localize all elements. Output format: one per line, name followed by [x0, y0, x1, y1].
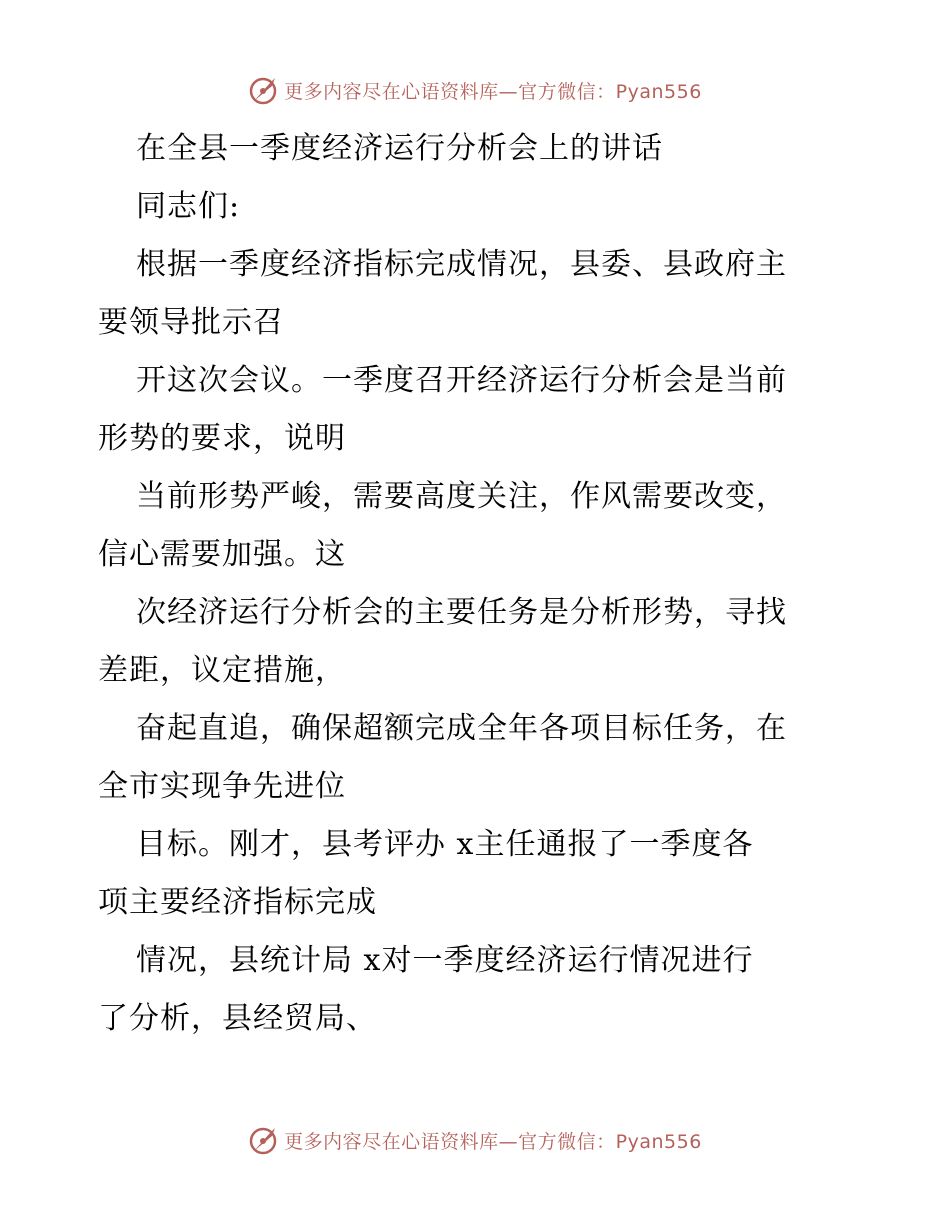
watermark-text: 更多内容尽在心语资料库—官方微信：Pyan556 — [284, 1130, 702, 1153]
paragraph-line: 根据一季度经济指标完成情况，县委、县政府主 — [136, 247, 787, 282]
document-title: 在全县一季度经济运行分析会上的讲话 — [136, 131, 663, 166]
paragraph-line: 奋起直追，确保超额完成全年各项目标任务，在 — [136, 711, 787, 746]
quill-logo-icon — [248, 74, 280, 106]
paragraph-line: 形势的要求，说明 — [98, 421, 346, 456]
paragraph-line: 情况，县统计局 x对一季度经济运行情况进行 — [136, 943, 754, 978]
paragraph-line: 项主要经济指标完成 — [98, 885, 377, 920]
paragraph-line: 目标。刚才，县考评办 x主任通报了一季度各 — [136, 827, 754, 862]
document-body — [98, 120, 858, 1048]
paragraph-line: 开这次会议。一季度召开经济运行分析会是当前 — [136, 363, 787, 398]
paragraph-line: 同志们: — [136, 189, 241, 224]
paragraph-line: 要领导批示召 — [98, 305, 284, 340]
paragraph-line: 当前形势严峻，需要高度关注，作风需要改变， — [136, 479, 787, 514]
watermark-text: 更多内容尽在心语资料库—官方微信：Pyan556 — [284, 80, 702, 103]
paragraph-line: 次经济运行分析会的主要任务是分析形势，寻找 — [136, 595, 787, 630]
paragraph-line: 了分析，县经贸局、 — [98, 1001, 377, 1036]
paragraph-line: 全市实现争先进位 — [98, 769, 346, 804]
header-watermark — [0, 74, 950, 106]
paragraph-line: 信心需要加强。这 — [98, 537, 346, 572]
quill-logo-icon — [248, 1124, 280, 1156]
footer-watermark — [0, 1124, 950, 1156]
paragraph-line: 差距，议定措施， — [98, 653, 346, 688]
